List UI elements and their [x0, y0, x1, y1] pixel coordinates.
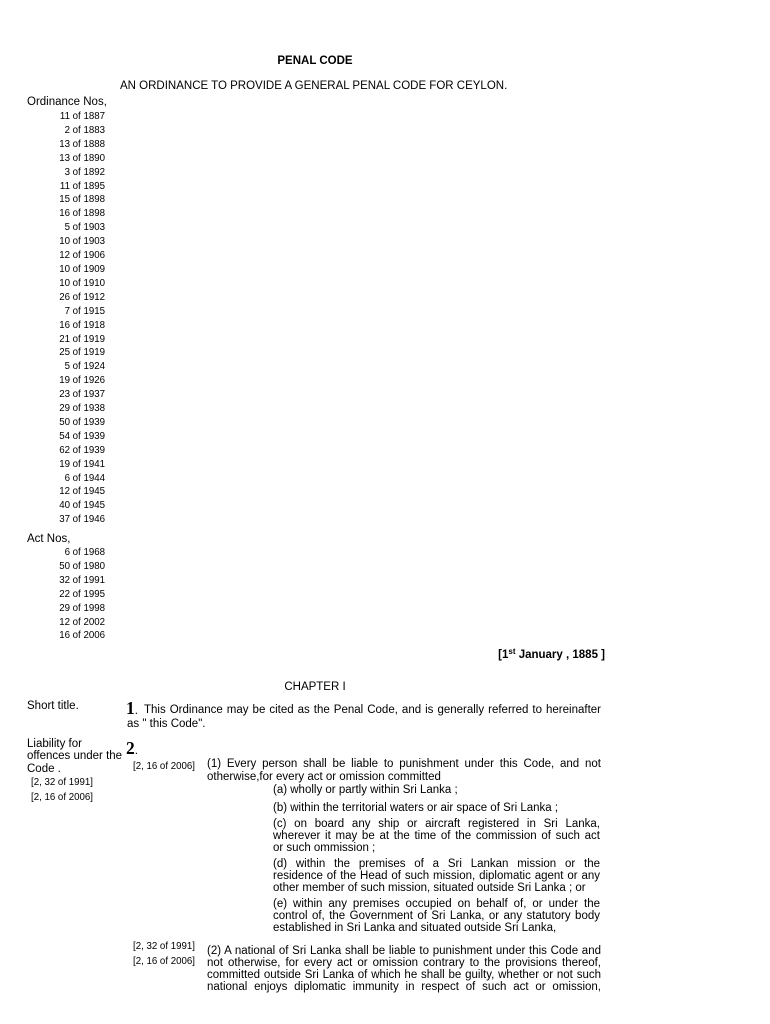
amendment-note: [2, 16 of 2006]	[133, 760, 195, 772]
ordinance-item: 37 of 1946	[59, 514, 105, 526]
margin-note-line: offences under the	[27, 750, 123, 762]
subsection-line: not otherwise, for every act or omission contrary to the provisions thereof,	[207, 957, 601, 969]
act-list	[20, 546, 105, 643]
clause-line: control of, the Government of Sri Lanka, or any statutory body	[273, 910, 600, 922]
ordinance-item: 54 of 1939	[59, 430, 105, 442]
ordinance-item: 16 of 1898	[59, 208, 105, 220]
page-subtitle: AN ORDINANCE TO PROVIDE A GENERAL PENAL CODE FOR CEYLON.	[120, 79, 508, 92]
ordinance-item: 12 of 1906	[59, 250, 105, 262]
ordinance-item: 62 of 1939	[59, 444, 105, 456]
ordinance-item: 25 of 1919	[59, 347, 105, 359]
section-1-margin-note: Short title.	[27, 699, 79, 712]
clause-line: other member of such mission, situated outside Sri Lanka ; or	[273, 882, 586, 894]
section-1-text	[144, 704, 601, 717]
subsection-2-amendment-notes	[133, 939, 195, 969]
ordinance-item: 3 of 1892	[64, 166, 105, 178]
chapter-heading: CHAPTER I	[284, 680, 346, 693]
amendment-note: [2, 32 of 1991]	[133, 940, 195, 952]
subsection-2	[207, 945, 601, 993]
clause-line: or such ommission ;	[273, 842, 376, 854]
ordinance-item: 12 of 1945	[59, 486, 105, 498]
section-1-number-block	[126, 699, 138, 717]
act-item: 12 of 2002	[59, 616, 105, 628]
clause-line: (d) within the premises of a Sri Lankan mission or the	[273, 858, 600, 870]
section-2-number-block	[126, 739, 138, 757]
amendment-note: [2, 16 of 2006]	[31, 791, 93, 803]
ordinance-item: 16 of 1918	[59, 319, 105, 331]
ordinance-item: 11 of 1895	[59, 180, 105, 192]
subsection-line: (2) A national of Sri Lanka shall be liable to punishment under this Code and	[207, 945, 601, 957]
clause-line: (c) on board any ship or aircraft registered in Sri Lanka,	[273, 818, 600, 830]
amendment-note: [2, 16 of 2006]	[133, 955, 195, 967]
ordinance-item: 2 of 1883	[64, 124, 105, 136]
section-line: This Ordinance may be cited as the Penal Code, and is generally referred to hereinafter	[144, 703, 601, 716]
section-2-number: 2	[126, 738, 135, 758]
ordinance-list	[20, 110, 105, 527]
ordinance-item: 50 of 1939	[59, 416, 105, 428]
ordinance-item: 10 of 1903	[59, 236, 105, 248]
section-2-margin-note	[27, 738, 122, 776]
section-1-number: 1	[126, 698, 135, 718]
subsection-line: committed outside Sri Lanka of which he shall be guilty, whether or not such	[207, 969, 601, 981]
ordinance-item: 19 of 1941	[59, 458, 105, 470]
act-item: 16 of 2006	[59, 630, 105, 642]
amendment-note: [2, 32 of 1991]	[31, 776, 93, 788]
clause-a	[273, 784, 600, 797]
ordinance-item: 6 of 1944	[64, 472, 105, 484]
subsection-line: national enjoys diplomatic immunity in respect of such act or omission,	[207, 981, 601, 993]
page-title: PENAL CODE	[277, 55, 353, 67]
margin-note-line: Liability for	[27, 737, 82, 750]
subsection-1	[207, 758, 601, 784]
ordinance-item: 26 of 1912	[59, 291, 105, 303]
margin-note-line: Code .	[27, 762, 61, 775]
section-1-text-continued	[127, 718, 205, 731]
ordinance-item: 15 of 1898	[59, 194, 105, 206]
ordinance-item: 5 of 1924	[64, 361, 105, 373]
act-item: 29 of 1998	[59, 602, 105, 614]
subsection-line: otherwise,for every act or omission committed	[207, 770, 441, 783]
ordinance-item: 19 of 1926	[59, 375, 105, 387]
commencement-date	[405, 649, 605, 662]
ordinance-item: 40 of 1945	[59, 500, 105, 512]
ordinance-item: 5 of 1903	[64, 222, 105, 234]
clause-line: (b) within the territorial waters or air space of Sri Lanka ;	[273, 801, 559, 814]
ordinance-item: 10 of 1909	[59, 263, 105, 275]
clause-line: (a) wholly or partly within Sri Lanka ;	[273, 783, 458, 796]
date-open: [1	[498, 649, 509, 661]
ordinance-item: 13 of 1890	[59, 152, 105, 164]
clause-e	[273, 898, 600, 934]
ordinance-item: 13 of 1888	[59, 138, 105, 150]
act-item: 6 of 1968	[64, 547, 105, 558]
ordinance-item: 11 of 1887	[59, 111, 105, 122]
ordinance-item: 29 of 1938	[59, 403, 105, 415]
section-1-number-suffix: .	[134, 705, 138, 717]
subsection-1-amendment-notes	[133, 759, 195, 774]
section-line: as " this Code".	[127, 717, 206, 730]
clause-b	[273, 802, 600, 815]
ordinance-item: 21 of 1919	[59, 333, 105, 345]
ordinance-item: 10 of 1910	[59, 277, 105, 289]
date-rest: January , 1885 ]	[515, 649, 605, 661]
date-superscript: st	[508, 647, 516, 656]
ordinance-item: 23 of 1937	[59, 389, 105, 401]
act-item: 50 of 1980	[59, 560, 105, 572]
act-item: 32 of 1991	[59, 574, 105, 586]
clause-d	[273, 858, 600, 894]
act-heading: Act Nos,	[27, 532, 71, 545]
act-item: 22 of 1995	[59, 588, 105, 600]
clause-c	[273, 818, 600, 854]
section-2-amendment-notes	[31, 775, 93, 805]
clause-line: wherever it may be at the time of the commission of such act	[273, 830, 600, 842]
clause-line: established in Sri Lanka and situated outside Sri Lanka,	[273, 922, 557, 934]
clause-line: residence of the Head of such mission, diplomatic agent or any	[273, 870, 600, 882]
subsection-line: (1) Every person shall be liable to punishment under this Code, and not	[207, 757, 601, 770]
section-2-number-suffix: .	[134, 745, 138, 757]
ordinance-item: 7 of 1915	[64, 305, 105, 317]
ordinance-heading: Ordinance Nos,	[27, 95, 107, 108]
clause-line: (e) within any premises occupied on behalf of, or under the	[273, 898, 600, 910]
